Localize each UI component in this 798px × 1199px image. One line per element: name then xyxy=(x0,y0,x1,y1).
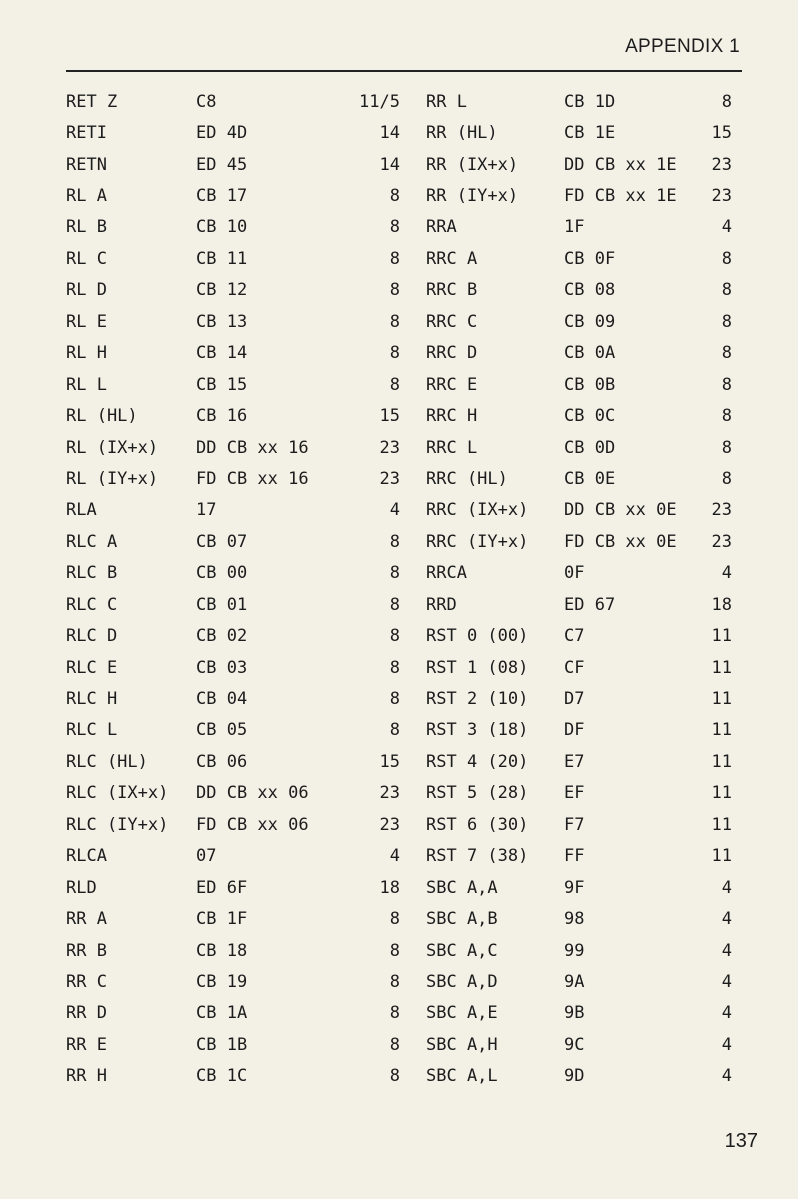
opcode-left: CB 16 xyxy=(196,406,248,427)
table-row xyxy=(66,841,742,872)
opcode-left: CB 10 xyxy=(196,217,248,238)
timing-left: 8 xyxy=(389,311,400,332)
opcode-left: CB 07 xyxy=(196,531,248,552)
opcode-right: 99 xyxy=(564,940,585,961)
mnemonic-right: SBC A,C xyxy=(426,940,498,961)
opcode-left: CB 17 xyxy=(196,186,248,207)
mnemonic-left: RLC A xyxy=(66,531,118,552)
mnemonic-right: SBC A,H xyxy=(426,1034,498,1055)
table-row xyxy=(66,117,742,148)
timing-left: 14 xyxy=(379,154,400,175)
opcode-right: FD CB xx 1E xyxy=(564,186,677,207)
mnemonic-left: RLC (IX+x) xyxy=(66,783,169,804)
mnemonic-right: RRC L xyxy=(426,437,478,458)
mnemonic-left: RLD xyxy=(66,877,97,898)
mnemonic-right: RST 2 (10) xyxy=(426,689,529,710)
timing-right: 8 xyxy=(721,406,732,427)
table-row xyxy=(66,306,742,337)
mnemonic-right: RRC B xyxy=(426,280,478,301)
timing-left: 15 xyxy=(379,406,400,427)
mnemonic-left: RLC C xyxy=(66,594,118,615)
table-row xyxy=(66,1061,742,1092)
table-row xyxy=(66,558,742,589)
timing-left: 8 xyxy=(389,689,400,710)
timing-right: 11 xyxy=(711,846,732,867)
table-row xyxy=(66,746,742,777)
mnemonic-left: RL D xyxy=(66,280,107,301)
table-row xyxy=(66,243,742,274)
table-row xyxy=(66,903,742,934)
opcode-left: CB 19 xyxy=(196,971,248,992)
timing-left: 18 xyxy=(379,877,400,898)
timing-right: 4 xyxy=(721,1034,732,1055)
mnemonic-left: RR D xyxy=(66,1003,107,1024)
timing-right: 11 xyxy=(711,783,732,804)
opcode-right: CB 0B xyxy=(564,374,616,395)
table-row xyxy=(66,432,742,463)
table-row xyxy=(66,463,742,494)
table-row xyxy=(66,998,742,1029)
opcode-right: DD CB xx 0E xyxy=(564,500,677,521)
mnemonic-left: RL (IX+x) xyxy=(66,437,159,458)
table-row xyxy=(66,369,742,400)
timing-right: 23 xyxy=(711,186,732,207)
opcode-left: CB 06 xyxy=(196,751,248,772)
table-row xyxy=(66,180,742,211)
table-row xyxy=(66,683,742,714)
mnemonic-left: RR A xyxy=(66,909,107,930)
opcode-left: CB 14 xyxy=(196,343,248,364)
timing-left: 8 xyxy=(389,531,400,552)
mnemonic-left: RL (HL) xyxy=(66,406,138,427)
opcode-left: ED 4D xyxy=(196,123,248,144)
opcode-right: CB 0E xyxy=(564,468,616,489)
mnemonic-right: SBC A,A xyxy=(426,877,498,898)
mnemonic-right: RRC H xyxy=(426,406,478,427)
table-row xyxy=(66,495,742,526)
timing-left: 8 xyxy=(389,1003,400,1024)
opcode-right: CB 09 xyxy=(564,311,616,332)
mnemonic-right: RRCA xyxy=(426,563,467,584)
mnemonic-left: RET Z xyxy=(66,91,118,112)
timing-right: 11 xyxy=(711,751,732,772)
mnemonic-right: RRC D xyxy=(426,343,478,364)
mnemonic-right: RST 5 (28) xyxy=(426,783,529,804)
opcode-right: 98 xyxy=(564,909,585,930)
mnemonic-right: RR (IY+x) xyxy=(426,186,519,207)
table-row xyxy=(66,338,742,369)
table-row xyxy=(66,620,742,651)
mnemonic-right: RST 0 (00) xyxy=(426,626,529,647)
opcode-left: CB 05 xyxy=(196,720,248,741)
mnemonic-right: SBC A,B xyxy=(426,909,498,930)
timing-right: 11 xyxy=(711,814,732,835)
opcode-left: CB 04 xyxy=(196,689,248,710)
timing-right: 4 xyxy=(721,217,732,238)
opcode-right: C7 xyxy=(564,626,585,647)
timing-right: 8 xyxy=(721,437,732,458)
mnemonic-right: RST 7 (38) xyxy=(426,846,529,867)
opcode-left: FD CB xx 16 xyxy=(196,468,309,489)
timing-left: 8 xyxy=(389,909,400,930)
mnemonic-left: RR C xyxy=(66,971,107,992)
mnemonic-right: SBC A,L xyxy=(426,1066,498,1087)
opcode-right: CB 1E xyxy=(564,123,616,144)
mnemonic-left: RL H xyxy=(66,343,107,364)
opcode-left: CB 15 xyxy=(196,374,248,395)
opcode-right: CF xyxy=(564,657,585,678)
opcode-left: ED 6F xyxy=(196,877,248,898)
mnemonic-left: RLC (IY+x) xyxy=(66,814,169,835)
timing-right: 4 xyxy=(721,1066,732,1087)
timing-right: 23 xyxy=(711,154,732,175)
opcode-right: F7 xyxy=(564,814,585,835)
timing-right: 4 xyxy=(721,877,732,898)
mnemonic-right: SBC A,E xyxy=(426,1003,498,1024)
mnemonic-left: RL A xyxy=(66,186,107,207)
timing-right: 8 xyxy=(721,343,732,364)
table-row xyxy=(66,149,742,180)
table-row xyxy=(66,809,742,840)
opcode-right: FD CB xx 0E xyxy=(564,531,677,552)
timing-left: 8 xyxy=(389,374,400,395)
timing-right: 8 xyxy=(721,280,732,301)
mnemonic-right: RRC E xyxy=(426,374,478,395)
opcode-right: 9A xyxy=(564,971,585,992)
timing-left: 15 xyxy=(379,751,400,772)
timing-left: 8 xyxy=(389,1066,400,1087)
opcode-left: CB 18 xyxy=(196,940,248,961)
mnemonic-left: RLCA xyxy=(66,846,107,867)
timing-left: 8 xyxy=(389,594,400,615)
timing-left: 8 xyxy=(389,940,400,961)
mnemonic-right: RRA xyxy=(426,217,457,238)
mnemonic-right: RST 4 (20) xyxy=(426,751,529,772)
table-row xyxy=(66,212,742,243)
opcode-left: CB 03 xyxy=(196,657,248,678)
timing-left: 4 xyxy=(389,846,400,867)
timing-left: 8 xyxy=(389,217,400,238)
table-row xyxy=(66,652,742,683)
page-number: 137 xyxy=(724,1130,758,1152)
opcode-right: DD CB xx 1E xyxy=(564,154,677,175)
timing-left: 8 xyxy=(389,186,400,207)
timing-left: 8 xyxy=(389,1034,400,1055)
opcode-right: E7 xyxy=(564,751,585,772)
opcode-left: 07 xyxy=(196,846,217,867)
timing-left: 11/5 xyxy=(359,91,400,112)
opcode-left: 17 xyxy=(196,500,217,521)
table-row xyxy=(66,715,742,746)
opcode-right: D7 xyxy=(564,689,585,710)
mnemonic-left: RR B xyxy=(66,940,107,961)
opcode-right: CB 0F xyxy=(564,248,616,269)
mnemonic-left: RR H xyxy=(66,1066,107,1087)
opcode-left: CB 1C xyxy=(196,1066,248,1087)
opcode-right: CB 0A xyxy=(564,343,616,364)
opcode-right: 9D xyxy=(564,1066,585,1087)
timing-left: 8 xyxy=(389,563,400,584)
opcode-right: ED 67 xyxy=(564,594,616,615)
opcode-left: ED 45 xyxy=(196,154,248,175)
mnemonic-right: RRC (IY+x) xyxy=(426,531,529,552)
timing-left: 23 xyxy=(379,437,400,458)
opcode-left: CB 02 xyxy=(196,626,248,647)
mnemonic-right: RR L xyxy=(426,91,467,112)
timing-left: 23 xyxy=(379,468,400,489)
mnemonic-left: RL B xyxy=(66,217,107,238)
mnemonic-left: RL C xyxy=(66,248,107,269)
timing-left: 8 xyxy=(389,626,400,647)
timing-left: 14 xyxy=(379,123,400,144)
opcode-left: C8 xyxy=(196,91,217,112)
mnemonic-right: SBC A,D xyxy=(426,971,498,992)
timing-left: 8 xyxy=(389,280,400,301)
timing-left: 8 xyxy=(389,343,400,364)
mnemonic-right: RST 3 (18) xyxy=(426,720,529,741)
timing-left: 8 xyxy=(389,720,400,741)
mnemonic-right: RRD xyxy=(426,594,457,615)
timing-right: 23 xyxy=(711,500,732,521)
mnemonic-left: RLA xyxy=(66,500,97,521)
mnemonic-right: RRC A xyxy=(426,248,478,269)
opcode-left: CB 12 xyxy=(196,280,248,301)
mnemonic-right: RR (HL) xyxy=(426,123,498,144)
mnemonic-left: RLC E xyxy=(66,657,118,678)
opcode-left: CB 1B xyxy=(196,1034,248,1055)
timing-left: 8 xyxy=(389,248,400,269)
mnemonic-left: RLC H xyxy=(66,689,118,710)
opcode-left: CB 01 xyxy=(196,594,248,615)
table-row xyxy=(66,86,742,117)
timing-right: 4 xyxy=(721,909,732,930)
timing-left: 8 xyxy=(389,657,400,678)
mnemonic-right: RRC (HL) xyxy=(426,468,508,489)
opcode-right: CB 1D xyxy=(564,91,616,112)
opcode-right: DF xyxy=(564,720,585,741)
timing-right: 23 xyxy=(711,531,732,552)
opcode-table xyxy=(66,86,742,1092)
opcode-left: DD CB xx 16 xyxy=(196,437,309,458)
appendix-header: APPENDIX 1 xyxy=(625,36,740,57)
mnemonic-left: RLC D xyxy=(66,626,118,647)
mnemonic-right: RRC C xyxy=(426,311,478,332)
timing-right: 8 xyxy=(721,468,732,489)
table-row xyxy=(66,966,742,997)
table-row xyxy=(66,778,742,809)
mnemonic-right: RST 1 (08) xyxy=(426,657,529,678)
timing-right: 8 xyxy=(721,91,732,112)
timing-left: 23 xyxy=(379,814,400,835)
opcode-left: CB 00 xyxy=(196,563,248,584)
table-row xyxy=(66,275,742,306)
opcode-left: CB 13 xyxy=(196,311,248,332)
timing-right: 18 xyxy=(711,594,732,615)
timing-right: 4 xyxy=(721,1003,732,1024)
opcode-right: 0F xyxy=(564,563,585,584)
opcode-right: 9B xyxy=(564,1003,585,1024)
mnemonic-right: RST 6 (30) xyxy=(426,814,529,835)
timing-right: 8 xyxy=(721,374,732,395)
opcode-left: CB 11 xyxy=(196,248,248,269)
timing-right: 11 xyxy=(711,657,732,678)
mnemonic-left: RL (IY+x) xyxy=(66,468,159,489)
opcode-left: FD CB xx 06 xyxy=(196,814,309,835)
table-row xyxy=(66,872,742,903)
opcode-right: 9C xyxy=(564,1034,585,1055)
opcode-right: EF xyxy=(564,783,585,804)
table-row xyxy=(66,526,742,557)
timing-left: 8 xyxy=(389,971,400,992)
timing-right: 8 xyxy=(721,248,732,269)
mnemonic-left: RL L xyxy=(66,374,107,395)
mnemonic-right: RR (IX+x) xyxy=(426,154,519,175)
mnemonic-right: RRC (IX+x) xyxy=(426,500,529,521)
timing-right: 11 xyxy=(711,626,732,647)
timing-right: 15 xyxy=(711,123,732,144)
table-row xyxy=(66,935,742,966)
opcode-right: 1F xyxy=(564,217,585,238)
table-row xyxy=(66,589,742,620)
timing-right: 8 xyxy=(721,311,732,332)
mnemonic-left: RL E xyxy=(66,311,107,332)
table-row xyxy=(66,1029,742,1060)
opcode-left: CB 1F xyxy=(196,909,248,930)
header-rule xyxy=(66,70,742,72)
mnemonic-left: RLC L xyxy=(66,720,118,741)
opcode-right: CB 08 xyxy=(564,280,616,301)
mnemonic-left: RLC (HL) xyxy=(66,751,148,772)
mnemonic-left: RETN xyxy=(66,154,107,175)
timing-left: 23 xyxy=(379,783,400,804)
opcode-right: FF xyxy=(564,846,585,867)
timing-right: 11 xyxy=(711,720,732,741)
table-row xyxy=(66,400,742,431)
timing-left: 4 xyxy=(389,500,400,521)
timing-right: 11 xyxy=(711,689,732,710)
mnemonic-left: RETI xyxy=(66,123,107,144)
timing-right: 4 xyxy=(721,563,732,584)
opcode-right: 9F xyxy=(564,877,585,898)
mnemonic-left: RLC B xyxy=(66,563,118,584)
timing-right: 4 xyxy=(721,940,732,961)
opcode-left: CB 1A xyxy=(196,1003,248,1024)
opcode-left: DD CB xx 06 xyxy=(196,783,309,804)
mnemonic-left: RR E xyxy=(66,1034,107,1055)
opcode-right: CB 0C xyxy=(564,406,616,427)
opcode-right: CB 0D xyxy=(564,437,616,458)
timing-right: 4 xyxy=(721,971,732,992)
